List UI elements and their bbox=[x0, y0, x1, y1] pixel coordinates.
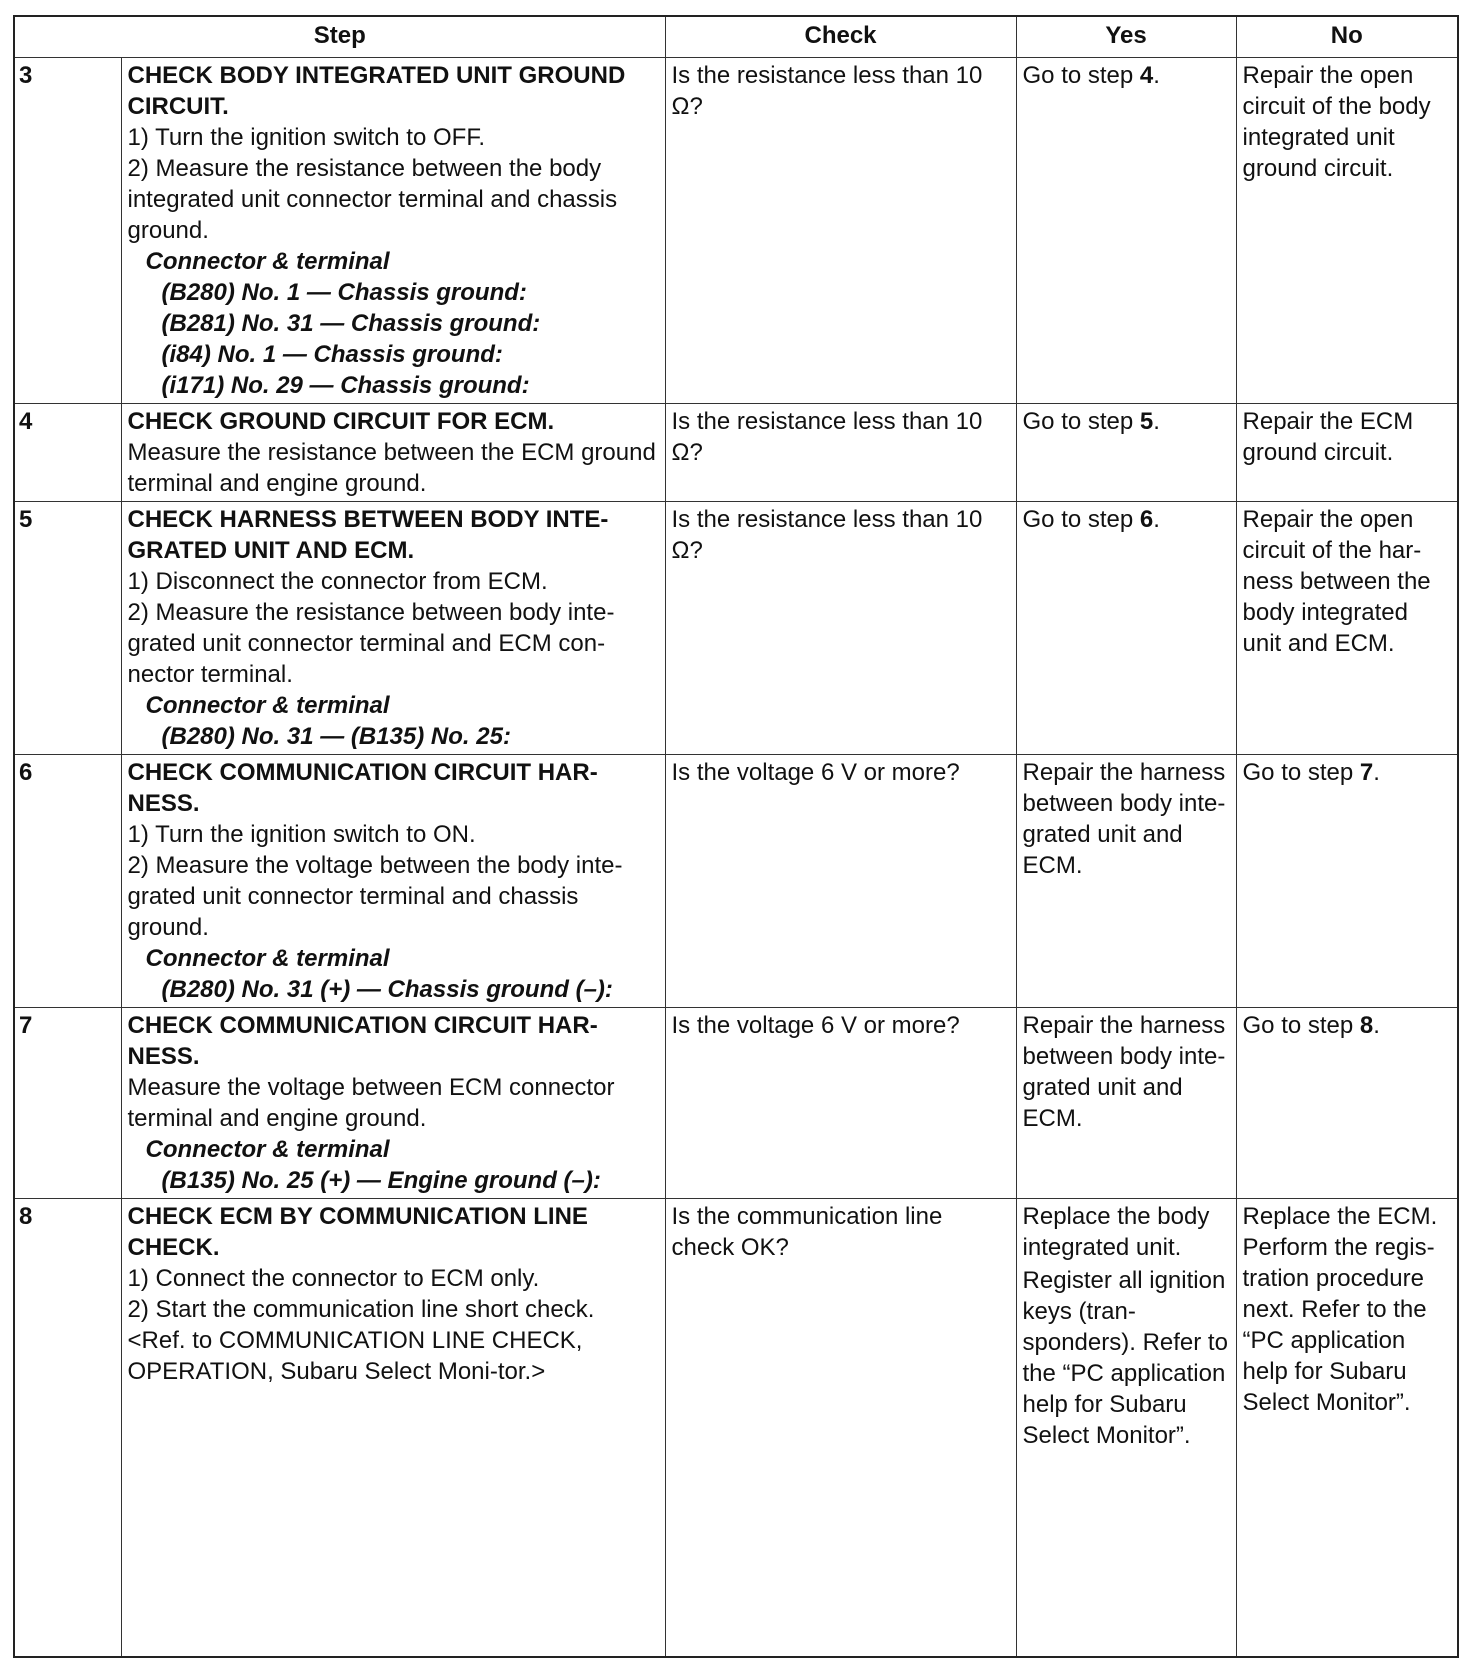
step-title: CHECK COMMUNICATION CIRCUIT HAR-NESS. bbox=[127, 1012, 598, 1070]
step-instruction: 1) Turn the ignition switch to ON. bbox=[127, 821, 476, 848]
step-number: 6 bbox=[14, 755, 121, 1008]
connector-heading: Connector & terminal bbox=[145, 945, 390, 972]
step-cell bbox=[121, 502, 665, 755]
yes-text: Repair the harness between body inte-grated unit and ECM. bbox=[1022, 759, 1226, 879]
step-title: CHECK BODY INTEGRATED UNIT GROUND CIRCUIT. bbox=[127, 62, 626, 120]
step-instruction: <Ref. to COMMUNICATION LINE CHECK, OPERATION, Subaru Select Moni-tor.> bbox=[127, 1327, 583, 1385]
no-step-link: 7 bbox=[1359, 759, 1374, 786]
step-number: 3 bbox=[14, 58, 121, 404]
check-cell: Is the voltage 6 V or more? bbox=[665, 755, 1016, 1008]
header-no: No bbox=[1236, 16, 1458, 58]
table-row bbox=[14, 1199, 1458, 1657]
no-text: Repair the open circuit of the har-ness between the body integrated unit and ECM. bbox=[1242, 506, 1431, 657]
connector-heading: Connector & terminal bbox=[145, 248, 390, 275]
step-instruction: 2) Measure the resistance between the body integrated unit connector terminal and chassis ground. bbox=[127, 155, 618, 244]
connector-terminal: (B135) No. 25 (+) — Engine ground (–): bbox=[161, 1167, 601, 1194]
step-title: CHECK GROUND CIRCUIT FOR ECM. bbox=[127, 408, 555, 435]
step-instruction: 2) Measure the voltage between the body inte-grated unit connector terminal and chassis ground. bbox=[127, 852, 623, 941]
yes-cell bbox=[1016, 404, 1236, 502]
no-suffix: . bbox=[1373, 759, 1380, 786]
step-instruction: Measure the resistance between the ECM ground terminal and engine ground. bbox=[127, 439, 656, 497]
connector-heading: Connector & terminal bbox=[145, 1136, 390, 1163]
yes-cell bbox=[1016, 1008, 1236, 1199]
yes-cell bbox=[1016, 502, 1236, 755]
no-text: Go to step bbox=[1242, 1012, 1360, 1039]
no-step-link: 8 bbox=[1359, 1012, 1374, 1039]
connector-heading: Connector & terminal bbox=[145, 692, 390, 719]
no-cell bbox=[1236, 755, 1458, 1008]
connector-terminal: (i84) No. 1 — Chassis ground: bbox=[161, 341, 503, 368]
connector-terminal: (B280) No. 1 — Chassis ground: bbox=[161, 279, 527, 306]
step-cell bbox=[121, 1199, 665, 1657]
step-cell bbox=[121, 755, 665, 1008]
no-cell bbox=[1236, 404, 1458, 502]
no-cell bbox=[1236, 1199, 1458, 1657]
yes-cell bbox=[1016, 58, 1236, 404]
yes-extra-text: Register all ignition keys (tran-sponders). Refer to the “PC application help for Subaru Select Monitor”. bbox=[1022, 1267, 1228, 1449]
check-cell: Is the resistance less than 10 Ω? bbox=[665, 502, 1016, 755]
yes-suffix: . bbox=[1153, 408, 1160, 435]
check-cell: Is the resistance less than 10 Ω? bbox=[665, 58, 1016, 404]
yes-suffix: . bbox=[1153, 506, 1160, 533]
check-cell: Is the resistance less than 10 Ω? bbox=[665, 404, 1016, 502]
step-instruction: 1) Turn the ignition switch to OFF. bbox=[127, 124, 485, 151]
no-text: Repair the open circuit of the body integrated unit ground circuit. bbox=[1242, 62, 1431, 182]
yes-step-link: 4 bbox=[1139, 62, 1154, 89]
step-instruction: 1) Connect the connector to ECM only. bbox=[127, 1265, 540, 1292]
yes-suffix: . bbox=[1153, 62, 1160, 89]
step-title: CHECK COMMUNICATION CIRCUIT HAR-NESS. bbox=[127, 759, 598, 817]
table-row bbox=[14, 404, 1458, 502]
no-suffix: . bbox=[1373, 1012, 1380, 1039]
step-instruction: Measure the voltage between ECM connector terminal and engine ground. bbox=[127, 1074, 615, 1132]
yes-text: Replace the body integrated unit. bbox=[1022, 1203, 1210, 1261]
diagnostic-table bbox=[13, 15, 1459, 1658]
check-cell: Is the communication line check OK? bbox=[665, 1199, 1016, 1657]
step-cell bbox=[121, 404, 665, 502]
step-cell bbox=[121, 1008, 665, 1199]
no-text: Replace the ECM. Perform the regis-tration procedure next. Refer to the “PC application help for Subaru Select Monitor”. bbox=[1242, 1203, 1438, 1416]
yes-text: Go to step bbox=[1022, 408, 1140, 435]
table-row bbox=[14, 1008, 1458, 1199]
header-check: Check bbox=[665, 16, 1016, 58]
step-instruction: 2) Measure the resistance between body inte-grated unit connector terminal and ECM con-nector terminal. bbox=[127, 599, 615, 688]
no-text: Repair the ECM ground circuit. bbox=[1242, 408, 1414, 466]
step-instruction: 1) Disconnect the connector from ECM. bbox=[127, 568, 548, 595]
table-row bbox=[14, 58, 1458, 404]
yes-cell bbox=[1016, 755, 1236, 1008]
yes-step-link: 5 bbox=[1139, 408, 1154, 435]
step-title: CHECK HARNESS BETWEEN BODY INTE-GRATED UNIT AND ECM. bbox=[127, 506, 609, 564]
no-cell bbox=[1236, 1008, 1458, 1199]
yes-cell bbox=[1016, 1199, 1236, 1657]
no-text: Go to step bbox=[1242, 759, 1360, 786]
yes-step-link: 6 bbox=[1139, 506, 1154, 533]
check-cell: Is the voltage 6 V or more? bbox=[665, 1008, 1016, 1199]
header-row bbox=[14, 16, 1458, 58]
no-cell bbox=[1236, 58, 1458, 404]
connector-terminal: (i171) No. 29 — Chassis ground: bbox=[161, 372, 530, 399]
step-title: CHECK ECM BY COMMUNICATION LINE CHECK. bbox=[127, 1203, 588, 1261]
yes-text: Repair the harness between body inte-grated unit and ECM. bbox=[1022, 1012, 1226, 1132]
connector-terminal: (B281) No. 31 — Chassis ground: bbox=[161, 310, 541, 337]
yes-text: Go to step bbox=[1022, 62, 1140, 89]
header-yes: Yes bbox=[1016, 16, 1236, 58]
yes-text: Go to step bbox=[1022, 506, 1140, 533]
table-row bbox=[14, 755, 1458, 1008]
step-instruction: 2) Start the communication line short check. bbox=[127, 1296, 595, 1323]
step-number: 8 bbox=[14, 1199, 121, 1657]
step-number: 5 bbox=[14, 502, 121, 755]
no-cell bbox=[1236, 502, 1458, 755]
table-row bbox=[14, 502, 1458, 755]
step-cell bbox=[121, 58, 665, 404]
header-step: Step bbox=[14, 16, 665, 58]
connector-terminal: (B280) No. 31 — (B135) No. 25: bbox=[161, 723, 511, 750]
step-number: 4 bbox=[14, 404, 121, 502]
connector-terminal: (B280) No. 31 (+) — Chassis ground (–): bbox=[161, 976, 613, 1003]
step-number: 7 bbox=[14, 1008, 121, 1199]
